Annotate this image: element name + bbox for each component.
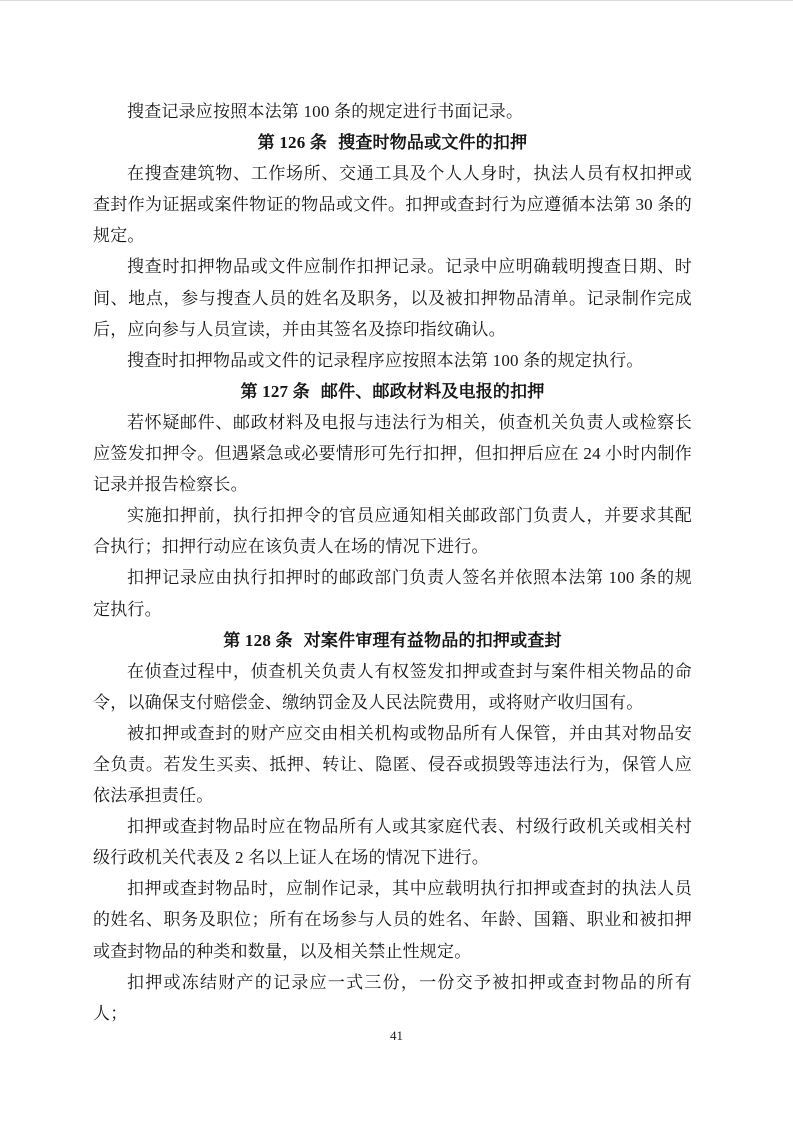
- article-128-paragraph-2: 被扣押或查封的财产应交由相关机构或物品所有人保管，并由其对物品安全负责。若发生买卖、抵押、转让、隐匿、侵吞或损毁等违法行为，保管人应依法承担责任。: [93, 723, 692, 806]
- lead-paragraph: 搜查记录应按照本法第 100 条的规定进行书面记录。: [127, 102, 524, 121]
- article-126-paragraph-3: 搜查时扣押物品或文件的记录程序应按照本法第 100 条的规定执行。: [127, 350, 644, 370]
- article-128-heading: [93, 625, 692, 656]
- article-128-paragraph-3: 扣押或查封物品时应在物品所有人或其家庭代表、村级行政机关或相关村级行政机关代表及 2 名以上证人在场的情况下进行。: [93, 817, 692, 868]
- article-128-paragraph-5: 扣押或冻结财产的记录应一式三份，一份交予被扣押或查封物品的所有人；: [93, 972, 692, 1023]
- article-126-paragraph-2: 搜查时扣押物品或文件应制作扣押记录。记录中应明确载明搜查日期、时间、地点，参与搜查人员的姓名及职务，以及被扣押物品清单。记录制作完成后，应向参与人员宣读，并由其签名及捺印指纹确认。: [93, 257, 692, 339]
- article-128-paragraph-4: 扣押或查封物品时，应制作记录，其中应载明执行扣押或查封的执法人员的姓名、职务及职位；所有在场参与人员的姓名、年龄、国籍、职业和被扣押或查封物品的种类和数量，以及相关禁止性规定。: [93, 879, 692, 961]
- article-126-paragraph-1: 在搜查建筑物、工作场所、交通工具及个人人身时，执法人员有权扣押或查封作为证据或案件物证的物品或文件。扣押或查封行为应遵循本法第 30 条的规定。: [93, 164, 692, 246]
- page-number: 41: [390, 1028, 403, 1043]
- document-body: [93, 96, 692, 1029]
- article-126-heading: [93, 127, 692, 158]
- article-128-number: 第 128 条: [223, 630, 293, 650]
- article-127-paragraph-3: 扣押记录应由执行扣押时的邮政部门负责人签名并依照本法第 100 条的规定执行。: [93, 568, 692, 619]
- article-127-title: 邮件、邮政材料及电报的扣押: [320, 381, 545, 401]
- article-128-paragraph-1: 在侦查过程中，侦查机关负责人有权签发扣押或查封与案件相关物品的命令，以确保支付赔偿金、缴纳罚金及人民法院费用，或将财产收归国有。: [93, 661, 692, 712]
- article-127-paragraph-2: 实施扣押前，执行扣押令的官员应通知相关邮政部门负责人，并要求其配合执行；扣押行动应在该负责人在场的情况下进行。: [93, 506, 692, 557]
- article-127-heading: [93, 376, 692, 407]
- article-128-title: 对案件审理有益物品的扣押或查封: [303, 630, 562, 650]
- article-127-number: 第 127 条: [240, 381, 310, 401]
- article-127-paragraph-1: 若怀疑邮件、邮政材料及电报与违法行为相关，侦查机关负责人或检察长应签发扣押令。但遇紧急或必要情形可先行扣押，但扣押后应在 24 小时内制作记录并报告检察长。: [93, 412, 692, 495]
- page-top-border: [0, 0, 793, 1]
- article-126-title: 搜查时物品或文件的扣押: [338, 133, 528, 153]
- article-126-number: 第 126 条: [257, 133, 328, 153]
- page-footer: [0, 1028, 793, 1044]
